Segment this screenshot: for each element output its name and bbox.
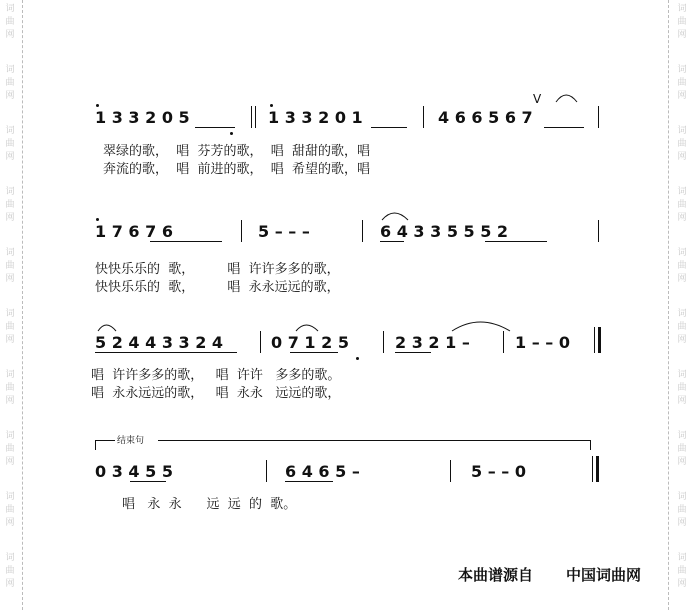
watermark-glyph: 词 [5, 309, 15, 319]
watermark-glyph: 词 [5, 187, 15, 197]
watermark-glyph: 词 [5, 370, 15, 380]
row4-measure2-notes: 6 4 6 5 – [285, 462, 360, 481]
row3-measure3-notes: 2 3 2 1 – [395, 333, 470, 352]
slur-arc [452, 322, 510, 331]
watermark-glyph: 词 [677, 187, 687, 197]
watermark-glyph: 曲 [677, 383, 687, 393]
watermark-glyph: 曲 [677, 78, 687, 88]
row4-measure1-notes: 0 3 4 5 5 [95, 462, 173, 481]
watermark-glyph: 词 [677, 65, 687, 75]
watermark-glyph: 网 [677, 335, 687, 345]
watermark-glyph: 曲 [677, 505, 687, 515]
watermark-glyph: 曲 [5, 139, 15, 149]
watermark-glyph: 曲 [5, 505, 15, 515]
row1-measure1-notes: 1 3 3 2 0 5 [95, 108, 190, 127]
row1-measure3-notes: 4 6 6 5 6 7 [438, 108, 533, 127]
watermark-glyph: 曲 [677, 200, 687, 210]
watermark-glyph: 网 [5, 335, 15, 345]
watermark-glyph: 网 [5, 152, 15, 162]
slur-arc [382, 213, 408, 220]
slur-arc [296, 325, 318, 331]
watermark-glyph: 曲 [5, 383, 15, 393]
watermark-glyph: 曲 [5, 261, 15, 271]
watermark-glyph: 网 [677, 91, 687, 101]
watermark-glyph: 网 [5, 30, 15, 40]
watermark-glyph: 词 [677, 553, 687, 563]
watermark-glyph: 曲 [5, 444, 15, 454]
row1-lyric-verse1: 翠绿的歌， 唱 芬芳的歌， 唱 甜甜的歌，唱 [103, 144, 371, 159]
row3-measure2-notes: 0 7 1 2 5 [271, 333, 349, 352]
watermark-glyph: 网 [5, 91, 15, 101]
watermark-glyph: 网 [677, 457, 687, 467]
watermark-glyph: 网 [5, 579, 15, 589]
watermark-glyph: 词 [677, 492, 687, 502]
watermark-glyph: 词 [677, 431, 687, 441]
row2-measure2-notes: 5 – – – [258, 222, 310, 241]
row3-measure1-notes: 5 2 4 4 3 3 2 4 [95, 333, 224, 352]
watermark-glyph: 网 [677, 213, 687, 223]
breath-mark: V [533, 92, 542, 106]
watermark-glyph: 曲 [677, 261, 687, 271]
row2-measure3-notes: 6 4 3 3 5 5 5 2 [380, 222, 509, 241]
watermark-glyph: 网 [5, 274, 15, 284]
row3-measure4-notes: 1 – – 0 [515, 333, 570, 352]
ending-section-label: 结束句 [117, 436, 145, 446]
watermark-glyph: 曲 [5, 200, 15, 210]
watermark-glyph: 网 [5, 396, 15, 406]
watermark-glyph: 词 [677, 309, 687, 319]
watermark-glyph: 曲 [5, 17, 15, 27]
watermark-glyph: 词 [5, 431, 15, 441]
watermark-glyph: 网 [5, 457, 15, 467]
watermark-glyph: 曲 [677, 566, 687, 576]
watermark-glyph: 曲 [5, 322, 15, 332]
row2-lyric-verse2: 快快乐乐的 歌， 唱 永永远远的歌， [95, 280, 340, 295]
watermark-glyph: 曲 [5, 78, 15, 88]
watermark-glyph: 网 [677, 30, 687, 40]
watermark-glyph: 网 [677, 396, 687, 406]
row2-measure1-notes: 1 7 6 7 6 [95, 222, 173, 241]
watermark-glyph: 词 [5, 126, 15, 136]
row3-lyric-verse1: 唱 许许多多的歌， 唱 许许 多多的歌。 [91, 368, 341, 383]
watermark-glyph: 词 [5, 248, 15, 258]
slur-arc [556, 95, 577, 102]
row1-lyric-verse2: 奔流的歌， 唱 前进的歌， 唱 希望的歌，唱 [103, 162, 371, 177]
watermark-glyph: 曲 [677, 444, 687, 454]
watermark-glyph: 词 [677, 248, 687, 258]
watermark-glyph: 网 [677, 274, 687, 284]
watermark-glyph: 网 [677, 518, 687, 528]
watermark-glyph: 网 [677, 152, 687, 162]
watermark-glyph: 词 [677, 4, 687, 14]
watermark-glyph: 词 [5, 492, 15, 502]
watermark-glyph: 曲 [677, 139, 687, 149]
slur-arc [98, 325, 116, 331]
watermark-glyph: 词 [5, 553, 15, 563]
watermark-glyph: 词 [5, 65, 15, 75]
watermark-glyph: 词 [5, 4, 15, 14]
row4-measure3-notes: 5 – – 0 [471, 462, 526, 481]
watermark-glyph: 词 [677, 370, 687, 380]
watermark-glyph: 曲 [677, 322, 687, 332]
watermark-glyph: 网 [5, 518, 15, 528]
source-site[interactable]: 中国词曲网 [566, 566, 642, 584]
watermark-glyph: 网 [677, 579, 687, 589]
watermark-glyph: 曲 [5, 566, 15, 576]
row2-lyric-verse1: 快快乐乐的 歌， 唱 许许多多的歌， [95, 262, 340, 277]
watermark-glyph: 网 [5, 213, 15, 223]
source-label: 本曲谱源自 [458, 566, 534, 584]
watermark-glyph: 曲 [677, 17, 687, 27]
row1-measure2-notes: 1 3 3 2 0 1 [268, 108, 363, 127]
row3-lyric-verse2: 唱 永永远远的歌， 唱 永永 远远的歌， [91, 386, 341, 401]
watermark-glyph: 词 [677, 126, 687, 136]
row4-lyric: 唱 永 永 远 远 的 歌。 [122, 497, 297, 512]
